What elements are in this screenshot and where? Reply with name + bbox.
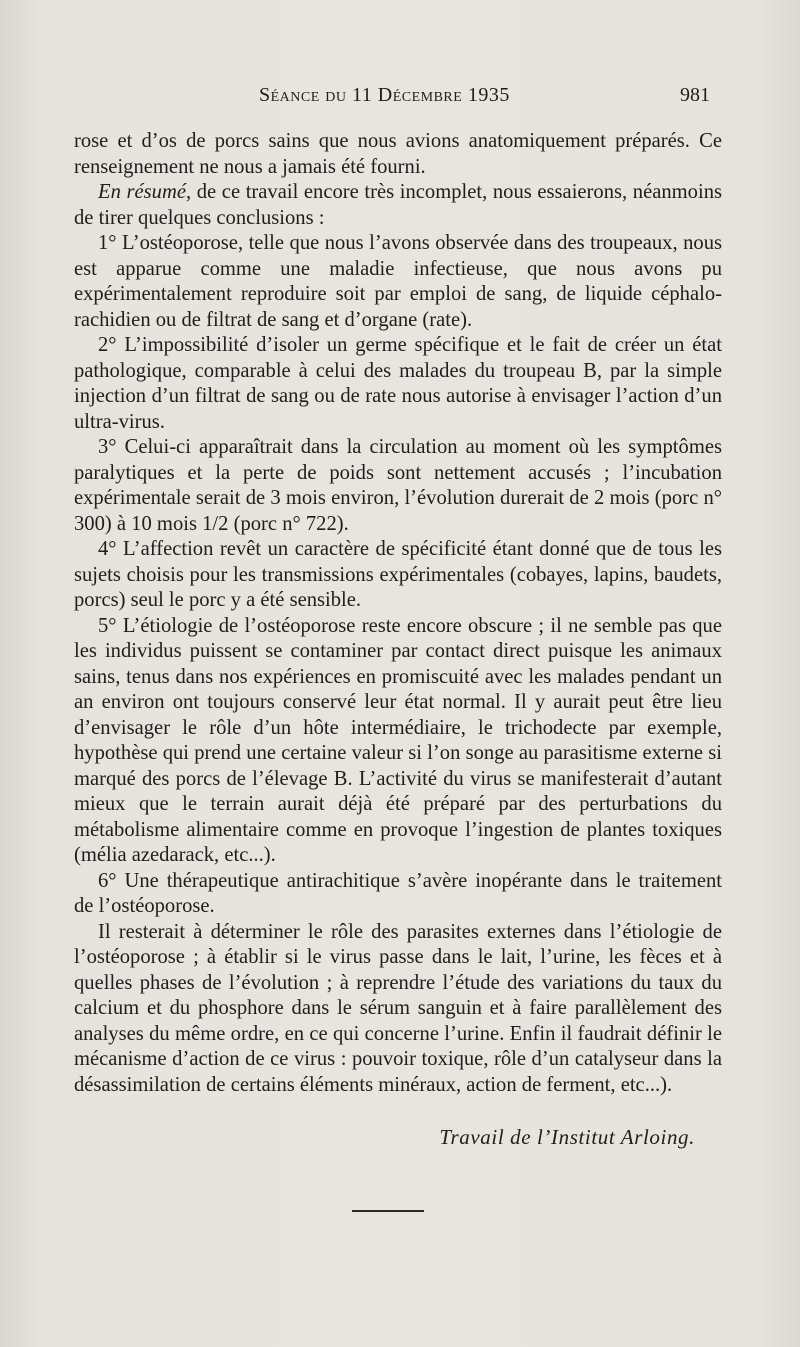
running-header — [0, 84, 800, 114]
summary-italic: En résumé — [98, 181, 186, 203]
conclusion-6: 6° Une thérapeutique antirachitique s’avère inopérante dans le traitement de l’ostéoporose. — [74, 869, 722, 917]
paragraph-future-work: Il resterait à déterminer le rôle des parasites externes dans l’étiologie de l’ostéoporose ; à établir si le virus passe dans le lait, l’urine, les fèces et à quelles phases de l’évolution ; à reprendre l’étude des variations du taux du calcium et du phosphore dans le sérum sanguin et à faire parallèlement des analyses du même ordre, en ce qui concerne l’urine. Enfin il faudrait définir le mécanisme d’action de ce virus : pouvoir toxique, rôle d’un catalyseur dans la désassimilation de certains éléments minéraux, action de ferment, etc...). — [74, 920, 722, 1096]
conclusion-5: 5° L’étiologie de l’ostéoporose reste encore obscure ; il ne semble pas que les individus puissent se contaminer par contact direct puisque les animaux sains, tenus dans nos expériences en promiscuité avec les malades pendant un an environ ont toujours conservé leur état normal. Il y aurait peut être lieu d’envisager le rôle d’un hôte intermédiaire, le trichodecte par exemple, hypothèse qui prend une certaine valeur si l’on songe au parasitisme externe si marqué des porcs de l’élevage B. L’activité du virus se manifesterait d’autant mieux que le terrain aurait déjà été préparé par des perturbations du métabolisme alimentaire comme en provoque l’ingestion de plantes toxiques (mélia azedarack, etc...). — [74, 614, 722, 866]
end-rule — [352, 1210, 424, 1212]
conclusion-1: 1° L’ostéoporose, telle que nous l’avons observée dans des troupeaux, nous est apparue comme une maladie infectieuse, que nous avons pu expérimentalement reproduire soit par emploi de sang, de liquide céphalo-rachidien ou de filtrat de sang et d’organe (rate). — [74, 232, 722, 331]
conclusion-2: 2° L’impossibilité d’isoler un germe spécifique et le fait de créer un état pathologique, comparable à celui des malades du troupeau B, par la simple injection d’un filtrat de sang ou de rate nous autorise à envisager l’action d’un ultra-virus. — [74, 334, 722, 433]
body-text — [74, 129, 722, 1098]
running-title: Séance du 11 Décembre 1935 — [259, 84, 510, 106]
summary-rest: , de ce travail encore très incomplet, nous essaierons, néanmoins de tirer quelques conclusions : — [74, 181, 723, 229]
conclusion-4: 4° L’affection revêt un caractère de spécificité étant donné que de tous les sujets choisis pour les transmissions expérimentales (cobayes, lapins, baudets, porcs) seul le porc y a été sensible. — [74, 538, 722, 611]
paragraph-summary — [74, 180, 722, 231]
paragraph-continuation: rose et d’os de porcs sains que nous avions anatomiquement préparés. Ce renseignement ne nous a jamais été fourni. — [74, 130, 722, 178]
conclusion-3: 3° Celui-ci apparaîtrait dans la circulation au moment où les symptômes paralytiques et la perte de poids sont nettement accusés ; l’incubation expérimentale serait de 3 mois environ, l’évolution durerait de 2 mois (porc n° 300) à 10 mois 1/2 (porc n° 722). — [74, 436, 722, 535]
page-number: 981 — [680, 84, 710, 106]
institution-signature: Travail de l’Institut Arloing. — [439, 1125, 695, 1149]
